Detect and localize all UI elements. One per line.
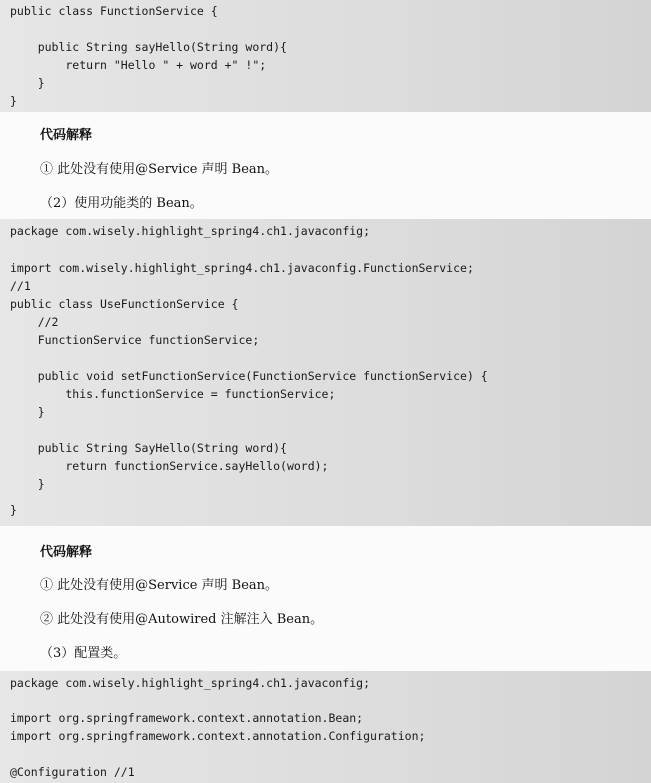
code-line: import org.springframework.context.annotation.Bean; xyxy=(10,711,364,725)
code-line: return functionService.sayHello(word); xyxy=(10,459,329,473)
code-line: FunctionService functionService; xyxy=(10,333,260,347)
code-line: package com.wisely.highlight_spring4.ch1.javaconfig; xyxy=(10,224,371,238)
code-line: } xyxy=(10,503,17,517)
section-heading: （2）使用功能类的 Bean。 xyxy=(40,196,203,211)
code-block-use-function-service xyxy=(0,219,651,526)
code-line: public void setFunctionService(FunctionService functionService) { xyxy=(10,369,488,383)
code-line: package com.wisely.highlight_spring4.ch1.javaconfig; xyxy=(10,676,371,690)
code-line: } xyxy=(10,405,45,419)
code-line: } xyxy=(10,94,17,108)
explanation-note: ① 此处没有使用@Service 声明 Bean。 xyxy=(40,162,279,177)
code-explanation-heading: 代码解释 xyxy=(40,128,93,143)
code-block-function-service xyxy=(0,0,651,112)
explanation-note: ① 此处没有使用@Service 声明 Bean。 xyxy=(40,578,279,593)
code-line: //2 xyxy=(10,315,59,329)
code-line: public String SayHello(String word){ xyxy=(10,441,287,455)
section-heading: （3）配置类。 xyxy=(40,646,127,661)
code-line: @Configuration //1 xyxy=(10,765,135,779)
code-line: import org.springframework.context.annotation.Configuration; xyxy=(10,729,426,743)
code-line: //1 xyxy=(10,279,31,293)
explanation-note: ② 此处没有使用@Autowired 注解注入 Bean。 xyxy=(40,612,324,627)
code-line: import com.wisely.highlight_spring4.ch1.javaconfig.FunctionService; xyxy=(10,261,474,275)
code-line: public class UseFunctionService { xyxy=(10,297,239,311)
code-line: return "Hello " + word +" !"; xyxy=(10,58,267,72)
code-line: public class FunctionService { xyxy=(10,4,218,18)
code-block-config xyxy=(0,671,651,783)
code-line: this.functionService = functionService; xyxy=(10,387,336,401)
code-line: } xyxy=(10,477,45,491)
code-line: } xyxy=(10,76,45,90)
code-explanation-heading: 代码解释 xyxy=(40,545,93,560)
code-line: public String sayHello(String word){ xyxy=(10,40,287,54)
